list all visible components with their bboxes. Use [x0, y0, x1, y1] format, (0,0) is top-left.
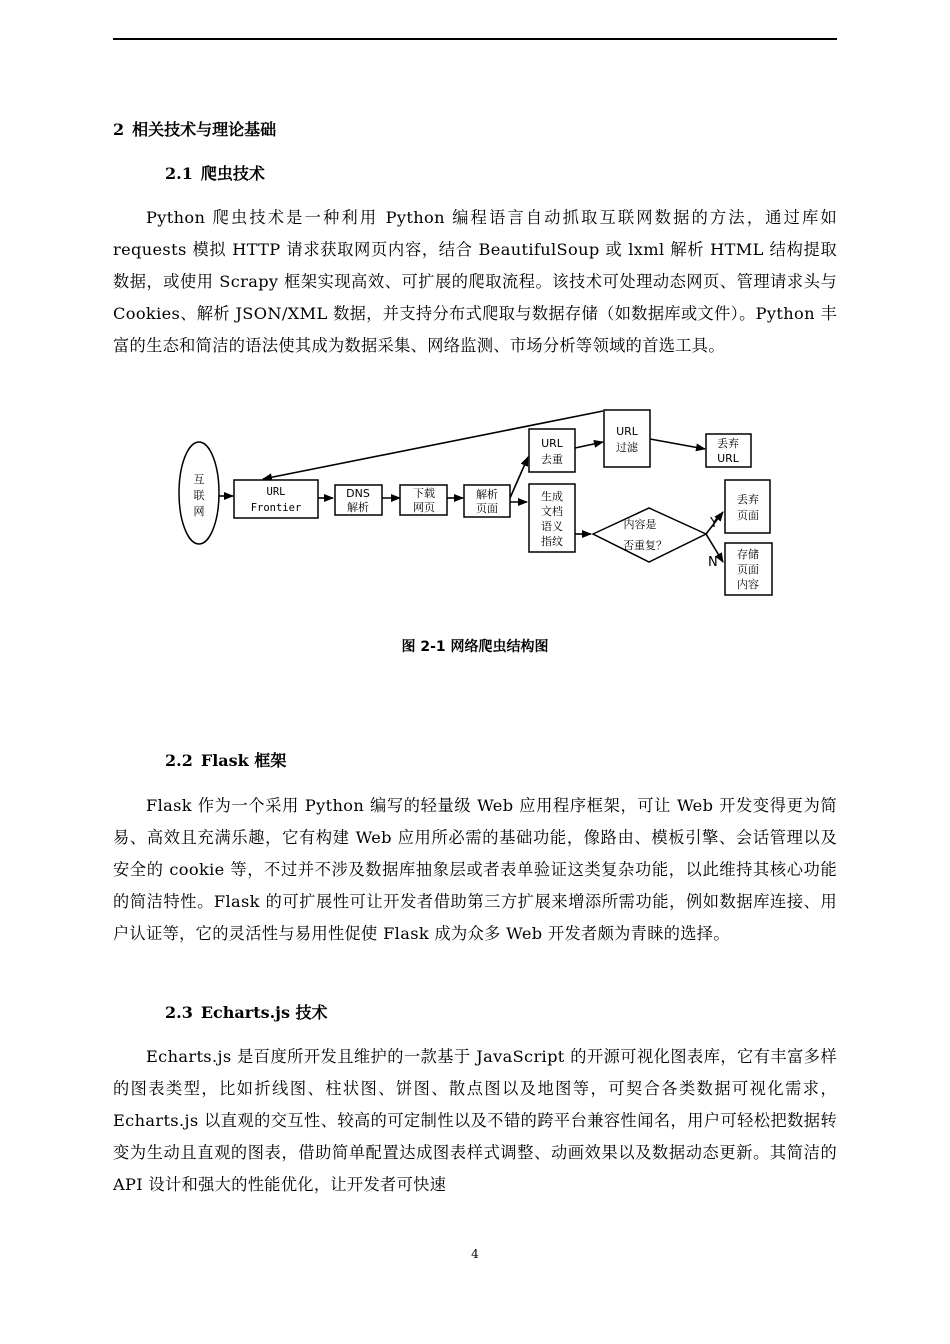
svg-text:下载: 下载 [413, 487, 435, 500]
svg-text:否重复？: 否重复？ [623, 539, 667, 552]
subsection-heading-2-1: 2.1 爬虫技术 [165, 164, 265, 183]
no-label: N [708, 555, 718, 570]
svg-text:页面: 页面 [476, 502, 498, 515]
fingerprint-node [529, 484, 575, 552]
paragraph-crawler: Python 爬虫技术是一种利用 Python 编程语言自动抓取互联网数据的方法，通过库如 requests 模拟 HTTP 请求获取网页内容，结合 BeautifulSoup 或 lxml 解析 HTML 结构提取数据，或使用 Scrapy 框架实现高效、可扩展的爬取流程。该技术可处理动态网页、管理请求头与 Cookies、解析 JSON/XML 数据，并支持分布式爬取与数据存储（如数据库或文件）。Python 丰富的生态和简洁的语法使其成为数据采集、网络监测、市场分析等领域的首选工具。 [113, 208, 837, 355]
url-frontier-node [234, 480, 318, 518]
svg-text:文档: 文档 [541, 505, 563, 518]
store-page-node [725, 543, 772, 595]
svg-text:解析: 解析 [347, 501, 369, 514]
internet-node [179, 442, 219, 544]
url-dedup-node [529, 429, 575, 472]
svg-text:URL: URL [541, 437, 563, 450]
svg-text:内容是: 内容是 [623, 518, 657, 531]
svg-text:页面: 页面 [737, 509, 759, 522]
subsection-heading-2-3: 2.3 Echarts.js 技术 [165, 1003, 328, 1022]
svg-text:解析: 解析 [476, 488, 498, 501]
svg-text:URL: URL [266, 486, 286, 498]
svg-text:去重: 去重 [541, 453, 563, 466]
svg-text:指纹: 指纹 [541, 535, 563, 548]
svg-text:语义: 语义 [541, 520, 563, 533]
url-filter-node [604, 410, 650, 467]
arrow-parse-dedup [510, 457, 528, 498]
page-number: 4 [471, 1247, 479, 1261]
svg-text:联: 联 [193, 489, 205, 502]
svg-text:过滤: 过滤 [616, 441, 638, 454]
duplicate-decision-node [593, 508, 706, 562]
arrow-dedup-filter [575, 442, 603, 448]
subsection-heading-2-2: 2.2 Flask 框架 [165, 751, 287, 770]
crawler-architecture-diagram [170, 404, 790, 604]
discard-page-node [725, 480, 770, 533]
yes-label: Y [710, 516, 718, 531]
download-node [400, 485, 447, 515]
svg-text:页面: 页面 [737, 563, 759, 576]
svg-text:Frontier: Frontier [250, 502, 302, 514]
svg-text:DNS: DNS [346, 487, 370, 500]
header-rule [113, 38, 837, 40]
svg-text:网: 网 [193, 505, 205, 518]
parse-node [464, 485, 510, 517]
svg-text:网页: 网页 [413, 501, 435, 514]
section-heading: 2 相关技术与理论基础 [113, 120, 277, 139]
svg-text:生成: 生成 [541, 490, 563, 503]
svg-text:URL: URL [717, 452, 739, 465]
svg-text:URL: URL [616, 425, 638, 438]
paragraph-flask: Flask 作为一个采用 Python 编写的轻量级 Web 应用程序框架，可让 Web 开发变得更为简易、高效且充满乐趣，它有构建 Web 应用所必需的基础功能，像路由、模板引擎、会话管理以及安全的 cookie 等，不过并不涉及数据库抽象层或者表单验证这类复杂功能，以此维持其核心功能的简洁特性。Flask 的可扩展性可让开发者借助第三方扩展来增添所需功能，例如数据库连接、用户认证等，它的灵活性与易用性促使 Flask 成为众多 Web 开发者颇为青睐的选择。 [113, 796, 837, 943]
svg-text:丢弃: 丢弃 [737, 493, 759, 506]
arrow-filter-discard-url [650, 439, 705, 449]
svg-text:互: 互 [193, 473, 205, 486]
svg-text:内容: 内容 [737, 578, 759, 591]
svg-text:丢弃: 丢弃 [717, 437, 739, 450]
svg-text:存储: 存储 [737, 548, 759, 561]
discard-url-node [706, 434, 751, 467]
paragraph-echarts: Echarts.js 是百度所开发且维护的一款基于 JavaScript 的开源可视化图表库，它有丰富多样的图表类型，比如折线图、柱状图、饼图、散点图以及地图等，可契合各类数据可视化需求，Echarts.js 以直观的交互性、较高的可定制性以及不错的跨平台兼容性闻名，用户可轻松把数据转变为生动且直观的图表，借助简单配置达成图表样式调整、动画效果以及数据动态更新。其简洁的 API 设计和强大的性能优化，让开发者可快速 [113, 1047, 837, 1194]
figure-caption: 图 2-1 网络爬虫结构图 [401, 639, 549, 655]
dns-node [335, 485, 382, 515]
